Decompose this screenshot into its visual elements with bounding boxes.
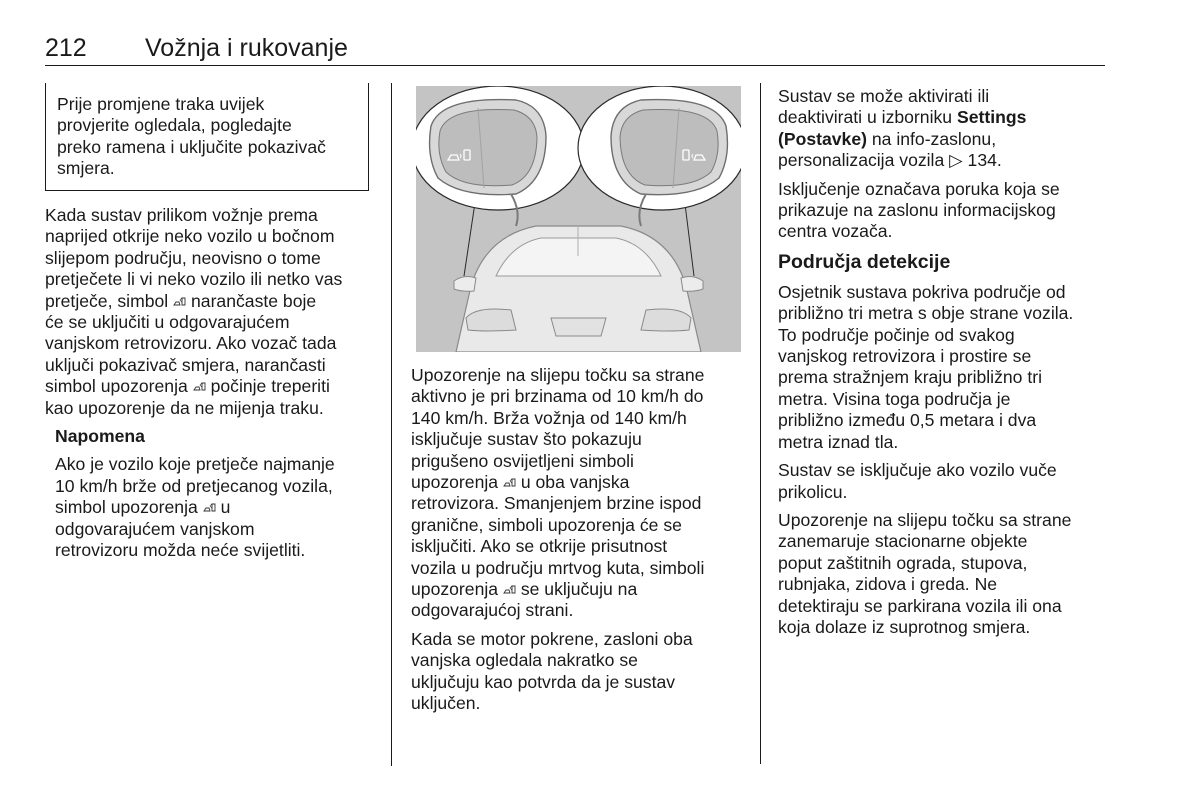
text-line: metra iznad tla.	[778, 431, 899, 452]
text-line: Upozorenje na slijepu točku sa strane	[411, 365, 705, 385]
text-line: pretječete li vi neko vozilo ili netko vas	[45, 269, 343, 290]
settings-menu-label: Settings	[956, 107, 1027, 128]
text-line: (Postavke) na info-zaslonu,	[778, 128, 997, 149]
text-line: uključen.	[411, 693, 481, 714]
text-line: isključiti. Ako se otkrije prisutnost	[411, 536, 668, 557]
text-line: metra. Visina toga područja je	[778, 388, 1011, 409]
text-line: prigušeno osvijetljeni simboli	[411, 450, 634, 471]
text-line: granične, simboli upozorenja će se	[411, 514, 682, 535]
text-line: uključuju kao potvrda da je sustav	[411, 671, 676, 692]
text-line: retrovizora. Smanjenjem brzine ispod	[411, 493, 702, 514]
page-reference-icon: ▷	[949, 150, 963, 171]
settings-menu-translation: (Postavke)	[778, 128, 867, 149]
warning-line: Prije promjene traka uvijek	[57, 94, 265, 114]
page-reference: 134.	[962, 150, 1002, 171]
text-line: Kada se motor pokrene, zasloni oba	[411, 628, 693, 649]
text-line: 140 km/h. Brža vožnja od 140 km/h	[411, 407, 687, 428]
note-text	[55, 454, 385, 561]
paragraph-deactivation-message	[778, 179, 1108, 243]
text-line: simbol upozorenja počinje treperiti	[45, 376, 330, 397]
paragraph-settings	[778, 86, 1108, 172]
text-line: centra vozača.	[778, 221, 893, 242]
text-line: Sustav se može aktivirati ili	[778, 86, 990, 106]
page-header	[45, 34, 1105, 66]
section-heading: Područja detekcije	[778, 250, 951, 273]
paragraph-trailer	[778, 460, 1108, 503]
blind-spot-warning-icon	[503, 584, 516, 594]
text-line: će se uključiti u odgovarajućem	[45, 312, 290, 333]
text-line: vozila u području mrtvog kuta, simboli	[411, 557, 705, 578]
warning-line: preko ramena i uključite pokazivač	[57, 136, 326, 157]
text-line: uključi pokazivač smjera, narančasti	[45, 354, 326, 375]
text-line: detektiraju se parkirana vozila ili ona	[778, 595, 1062, 616]
text-line: Kada sustav prilikom vožnje prema	[45, 205, 318, 225]
car-mirror-diagram	[416, 86, 741, 352]
text-line: isključuje sustav što pokazuju	[411, 429, 642, 450]
chapter-title: Vožnja i rukovanje	[145, 34, 348, 62]
text-line: naprijed otkrije neko vozilo u bočnom	[45, 226, 335, 247]
text-line: zanemaruje stacionarne objekte	[778, 531, 1028, 552]
text-line: koja dolaze iz suprotnog smjera.	[778, 616, 1031, 637]
paragraph-stationary-objects	[778, 510, 1108, 638]
text-line: kao upozorenje da ne mijenja traku.	[45, 397, 324, 418]
text-line: aktivno je pri brzinama od 10 km/h do	[411, 386, 704, 407]
text-line: prikazuje na zaslonu informacijskog	[778, 200, 1056, 221]
paragraph-speed-range	[411, 365, 756, 622]
column-divider-left	[391, 83, 392, 766]
paragraph-detection-zones	[778, 282, 1108, 453]
warning-text	[57, 94, 326, 180]
column-1	[45, 205, 385, 569]
text-line: približno između 0,5 metara i dva	[778, 410, 1037, 431]
blind-spot-warning-icon	[203, 502, 216, 512]
paragraph-startup	[411, 629, 756, 715]
text-line: Osjetnik sustava pokriva područje od	[778, 281, 1066, 302]
text-line: Upozorenje na slijepu točku sa strane	[778, 509, 1072, 530]
note-block	[55, 426, 385, 561]
mirror-illustration	[416, 86, 741, 352]
blind-spot-warning-icon	[503, 477, 516, 487]
text-line: odgovarajućoj strani.	[411, 600, 574, 621]
text-line: pretječe, simbol narančaste boje	[45, 290, 317, 311]
text-line: deaktivirati u izborniku Settings	[778, 107, 1027, 128]
text-line: Sustav se isključuje ako vozilo vuče	[778, 460, 1057, 481]
warning-box	[45, 83, 369, 191]
page-number: 212	[45, 34, 87, 62]
warning-line: provjerite ogledala, pogledajte	[57, 115, 292, 136]
note-heading: Napomena	[55, 426, 145, 447]
text-line: retrovizoru možda neće svijetliti.	[55, 540, 306, 561]
text-line: Isključenje označava poruka koja se	[778, 178, 1060, 199]
column-divider-right	[760, 83, 761, 764]
text-line: upozorenja se uključuju na	[411, 579, 638, 600]
text-line: vanjska ogledala nakratko se	[411, 650, 638, 671]
text-line: upozorenja u oba vanjska	[411, 472, 630, 493]
column-3	[778, 86, 1108, 645]
text-line: simbol upozorenja u	[55, 497, 231, 518]
text-line: poput zaštitnih ograda, stupova,	[778, 552, 1028, 573]
text-line: približno tri metra s obje strane vozila.	[778, 303, 1074, 324]
text-line: To područje počinje od svakog	[778, 324, 1015, 345]
text-line: Ako je vozilo koje pretječe najmanje	[55, 454, 335, 475]
text-line: prema stražnjem kraju približno tri	[778, 367, 1042, 388]
text-line: odgovarajućem vanjskom	[55, 518, 255, 539]
paragraph-detection	[45, 205, 385, 419]
text-line: personalizacija vozila ▷ 134.	[778, 150, 1002, 171]
text-line: vanjskom retrovizoru. Ako vozač tada	[45, 333, 337, 354]
header-rule	[45, 65, 1105, 66]
text-line: rubnjaka, zidova i greda. Ne	[778, 574, 998, 595]
text-line: 10 km/h brže od pretjecanog vozila,	[55, 475, 333, 496]
blind-spot-warning-icon	[193, 381, 206, 391]
text-line: prikolicu.	[778, 481, 848, 502]
blind-spot-warning-icon	[173, 296, 186, 306]
text-line: slijepom području, neovisno o tome	[45, 247, 321, 268]
warning-line: smjera.	[57, 158, 115, 179]
column-2	[411, 365, 756, 722]
text-line: vanjskog retrovizora i prostire se	[778, 346, 1032, 367]
